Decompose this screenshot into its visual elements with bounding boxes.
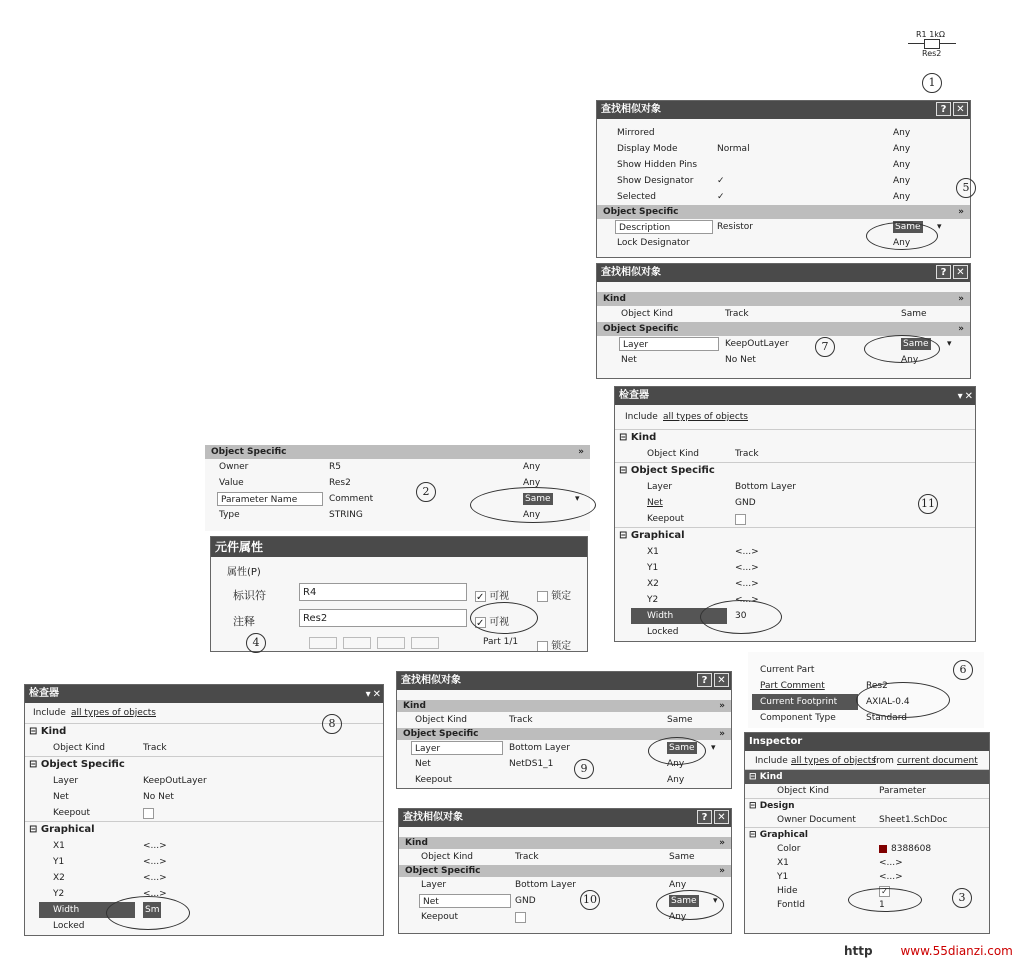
callout-9: 9 [574,759,594,779]
component-panel-6: Current Part Part Comment Res2 Current Footprint AXIAL-0.4 Component Type Standard [748,652,984,728]
panel-title: 查找相似对象 [601,267,661,278]
callout-4: 4 [246,633,266,653]
match-mode[interactable]: Any [523,478,541,488]
close-icon[interactable]: ✕ [964,391,973,402]
prop-row: Lock Designator Any [597,235,970,251]
find-similar-panel-10: 查找相似对象 ? ✕ Kind » Object Kind Track Same Object Specific » Layer Bottom Layer Any Net GND Same ▾ Keepout Any [398,808,732,934]
help-icon[interactable]: ? [697,810,712,824]
highlight-ellipse [470,487,596,523]
footprint-field[interactable]: AXIAL-0.4 [866,697,910,707]
callout-2: 2 [416,482,436,502]
include-link[interactable]: all types of objects [71,708,156,718]
match-mode[interactable]: Any [669,880,687,890]
section-graphical[interactable]: ⊟ Graphical [745,827,989,842]
close-icon[interactable]: ✕ [714,810,729,824]
find-similar-panel-9: 查找相似对象 ? ✕ Kind » Object Kind Track Same Object Specific » Layer Bottom Layer Same ▾ Net NetDS1_1 Any Keepout Any [396,671,732,789]
section-kind[interactable]: ⊟ Kind [615,429,975,446]
section-kind[interactable]: ⊟ Kind [745,769,989,784]
comment-input[interactable]: Res2 [299,609,467,627]
match-mode[interactable]: Any [893,144,911,154]
section-header[interactable]: Kind » [397,700,731,712]
highlight-ellipse [856,682,950,718]
match-mode[interactable]: Same [901,309,927,319]
dropdown-arrow-icon[interactable]: ▾ [947,339,952,349]
match-mode-select[interactable]: Same [671,896,697,906]
match-mode-select[interactable]: Same [903,339,929,349]
match-mode[interactable]: Any [669,912,687,922]
inspector-panel-11: 检查器 ▾ ✕ Include all types of objects ⊟ Kind Object Kind Track ⊟ Object Specific Layer Bottom Layer Net GND Keepout ⊟ Graphical X1 <...> Y1 <...> X2 <...> Y2 <...> Width 30 Locked [614,386,976,642]
highlight-ellipse [648,737,706,765]
designator-input[interactable]: R4 [299,583,467,601]
prop-row: Mirrored Any [597,125,970,141]
prop-row: Object Kind Track Same [597,306,970,322]
match-mode[interactable]: Any [901,355,919,365]
section-graphical[interactable]: ⊟ Graphical [25,821,383,838]
keepout-checkbox[interactable] [735,514,746,525]
callout-1: 1 [922,73,942,93]
match-mode-select[interactable]: Same [895,222,921,232]
resistor-symbol [908,30,958,66]
highlight-ellipse [470,602,538,634]
chevron-icon: » [958,207,964,217]
highlight-ellipse [106,896,190,930]
section-header[interactable]: Kind » [399,837,731,849]
inspector-panel-8: 检查器 ▾ ✕ Include all types of objects ⊟ Kind Object Kind Track ⊟ Object Specific Layer KeepOutLayer Net No Net Keepout ⊟ Graphical X1 <...> Y1 <...> X2 <...> Y2 <...> Width Sm Locked [24,684,384,936]
inspector-panel-3: Inspector Include all types of objects from current document ⊟ Kind Object Kind Parameter ⊟ Design Owner Document Sheet1.SchDoc ⊟ Graphical Color 8388608 X1 <...> Y1 <...> Hide ✓ FontId 1 [744,732,990,934]
width-field[interactable]: Sm [143,902,161,918]
lock-checkbox[interactable] [537,591,548,602]
highlight-ellipse [656,890,724,920]
match-mode[interactable]: Any [893,176,911,186]
comment-visible-checkbox[interactable]: ✓ [476,617,485,629]
close-icon[interactable]: ✕ [953,102,968,116]
document-link[interactable]: current document [897,756,978,766]
match-mode[interactable]: Any [893,192,911,202]
callout-5: 5 [956,178,976,198]
resistor-box [924,39,940,49]
panel-title: 检查器 [619,390,649,401]
symbol-designator: R1 1kΩ [916,30,946,39]
callout-7: 7 [815,337,835,357]
callout-6: 6 [953,660,973,680]
callout-10: 10 [580,890,600,910]
panel-title: 查找相似对象 [401,675,461,686]
prop-row: Selected ✓ Any [597,189,970,205]
close-icon[interactable]: ✕ [372,689,381,700]
color-swatch[interactable] [879,845,887,853]
panel-title: 查找相似对象 [403,812,463,823]
prop-row: Description Resistor Same ▾ [597,219,970,235]
include-link[interactable]: all types of objects [791,756,876,766]
section-header[interactable]: Object Specific » [397,728,731,740]
help-icon[interactable]: ? [697,673,712,687]
callout-8: 8 [322,714,342,734]
section-kind[interactable]: ⊟ Kind [25,723,383,740]
component-properties-panel-4: 元件属性 属性(P) 标识符 R4 ✓ 可视 锁定 注释 Res2 ✓ 可视 Part 1/1 锁定 [210,536,588,652]
keepout-checkbox[interactable] [143,808,154,819]
callout-11: 11 [918,494,938,514]
dropdown-arrow-icon[interactable]: ▾ [711,743,716,753]
help-icon[interactable]: ? [936,102,951,116]
group-label: 属性(P) [227,567,261,578]
width-field[interactable]: 30 [735,611,747,621]
prop-row: Display Mode Normal Any [597,141,970,157]
symbol-comment: Res2 [922,49,942,58]
highlight-ellipse [700,600,782,634]
match-mode[interactable]: Any [667,775,685,785]
panel-titlebar [597,101,970,119]
dropdown-arrow-icon[interactable]: ▾ [575,494,580,504]
watermark: http www.55dianzi.com [844,944,1013,958]
match-mode[interactable]: Same [667,715,693,725]
keepout-checkbox[interactable] [515,912,526,923]
section-header[interactable]: Object Specific » [205,445,590,459]
callout-3: 3 [952,888,972,908]
section-design[interactable]: ⊟ Design [745,798,989,813]
description-label: Description [615,220,713,234]
highlight-ellipse [866,222,938,250]
match-mode-select[interactable]: Same [525,494,551,504]
match-mode-select[interactable]: Same [669,743,695,753]
hide-checkbox[interactable]: ✓ [879,886,890,897]
panel-title: 检查器 [29,688,59,699]
dropdown-arrow-icon[interactable]: ▾ [937,222,942,232]
match-mode[interactable]: Any [893,128,911,138]
highlight-ellipse [848,888,922,912]
section-object-specific[interactable]: ⊟ Object Specific [615,462,975,479]
section-header[interactable]: Kind » [597,292,970,306]
help-icon[interactable]: ? [936,265,951,279]
prop-row: Show Designator ✓ Any [597,173,970,189]
prop-row: Layer KeepOutLayer Same ▾ [597,336,970,352]
match-mode[interactable]: Any [523,462,541,472]
panel-title: Inspector [749,736,803,747]
part-nav-buttons[interactable] [309,637,439,649]
match-mode[interactable]: Any [893,238,911,248]
section-graphical[interactable]: ⊟ Graphical [615,527,975,544]
section-header[interactable]: Object Specific » [597,322,970,336]
match-mode[interactable]: Any [893,160,911,170]
panel-title: 元件属性 [215,540,264,554]
dropdown-icon[interactable]: ▾ [957,391,963,402]
part-lock-checkbox[interactable] [537,641,548,652]
close-icon[interactable]: ✕ [714,673,729,687]
close-icon[interactable]: ✕ [953,265,968,279]
match-mode[interactable]: Same [669,852,695,862]
match-mode[interactable]: Any [667,759,685,769]
prop-row: Net No Net Any [597,352,970,368]
visible-checkbox[interactable]: ✓ [476,591,485,603]
dropdown-icon[interactable]: ▾ [365,689,371,700]
section-object-specific[interactable]: ⊟ Object Specific [25,756,383,773]
object-specific-panel-2: Object Specific » Owner R5 Any Value Res2 Any Parameter Name Comment Same ▾ Type STRING Any [205,445,590,531]
include-link[interactable]: all types of objects [663,412,748,422]
match-mode[interactable]: Any [523,510,541,520]
prop-row: Show Hidden Pins Any [597,157,970,173]
section-header[interactable]: Object Specific » [597,205,970,219]
dropdown-arrow-icon[interactable]: ▾ [713,896,718,906]
panel-title: 查找相似对象 [601,104,661,115]
section-header[interactable]: Object Specific » [399,865,731,877]
highlight-ellipse [864,335,940,363]
